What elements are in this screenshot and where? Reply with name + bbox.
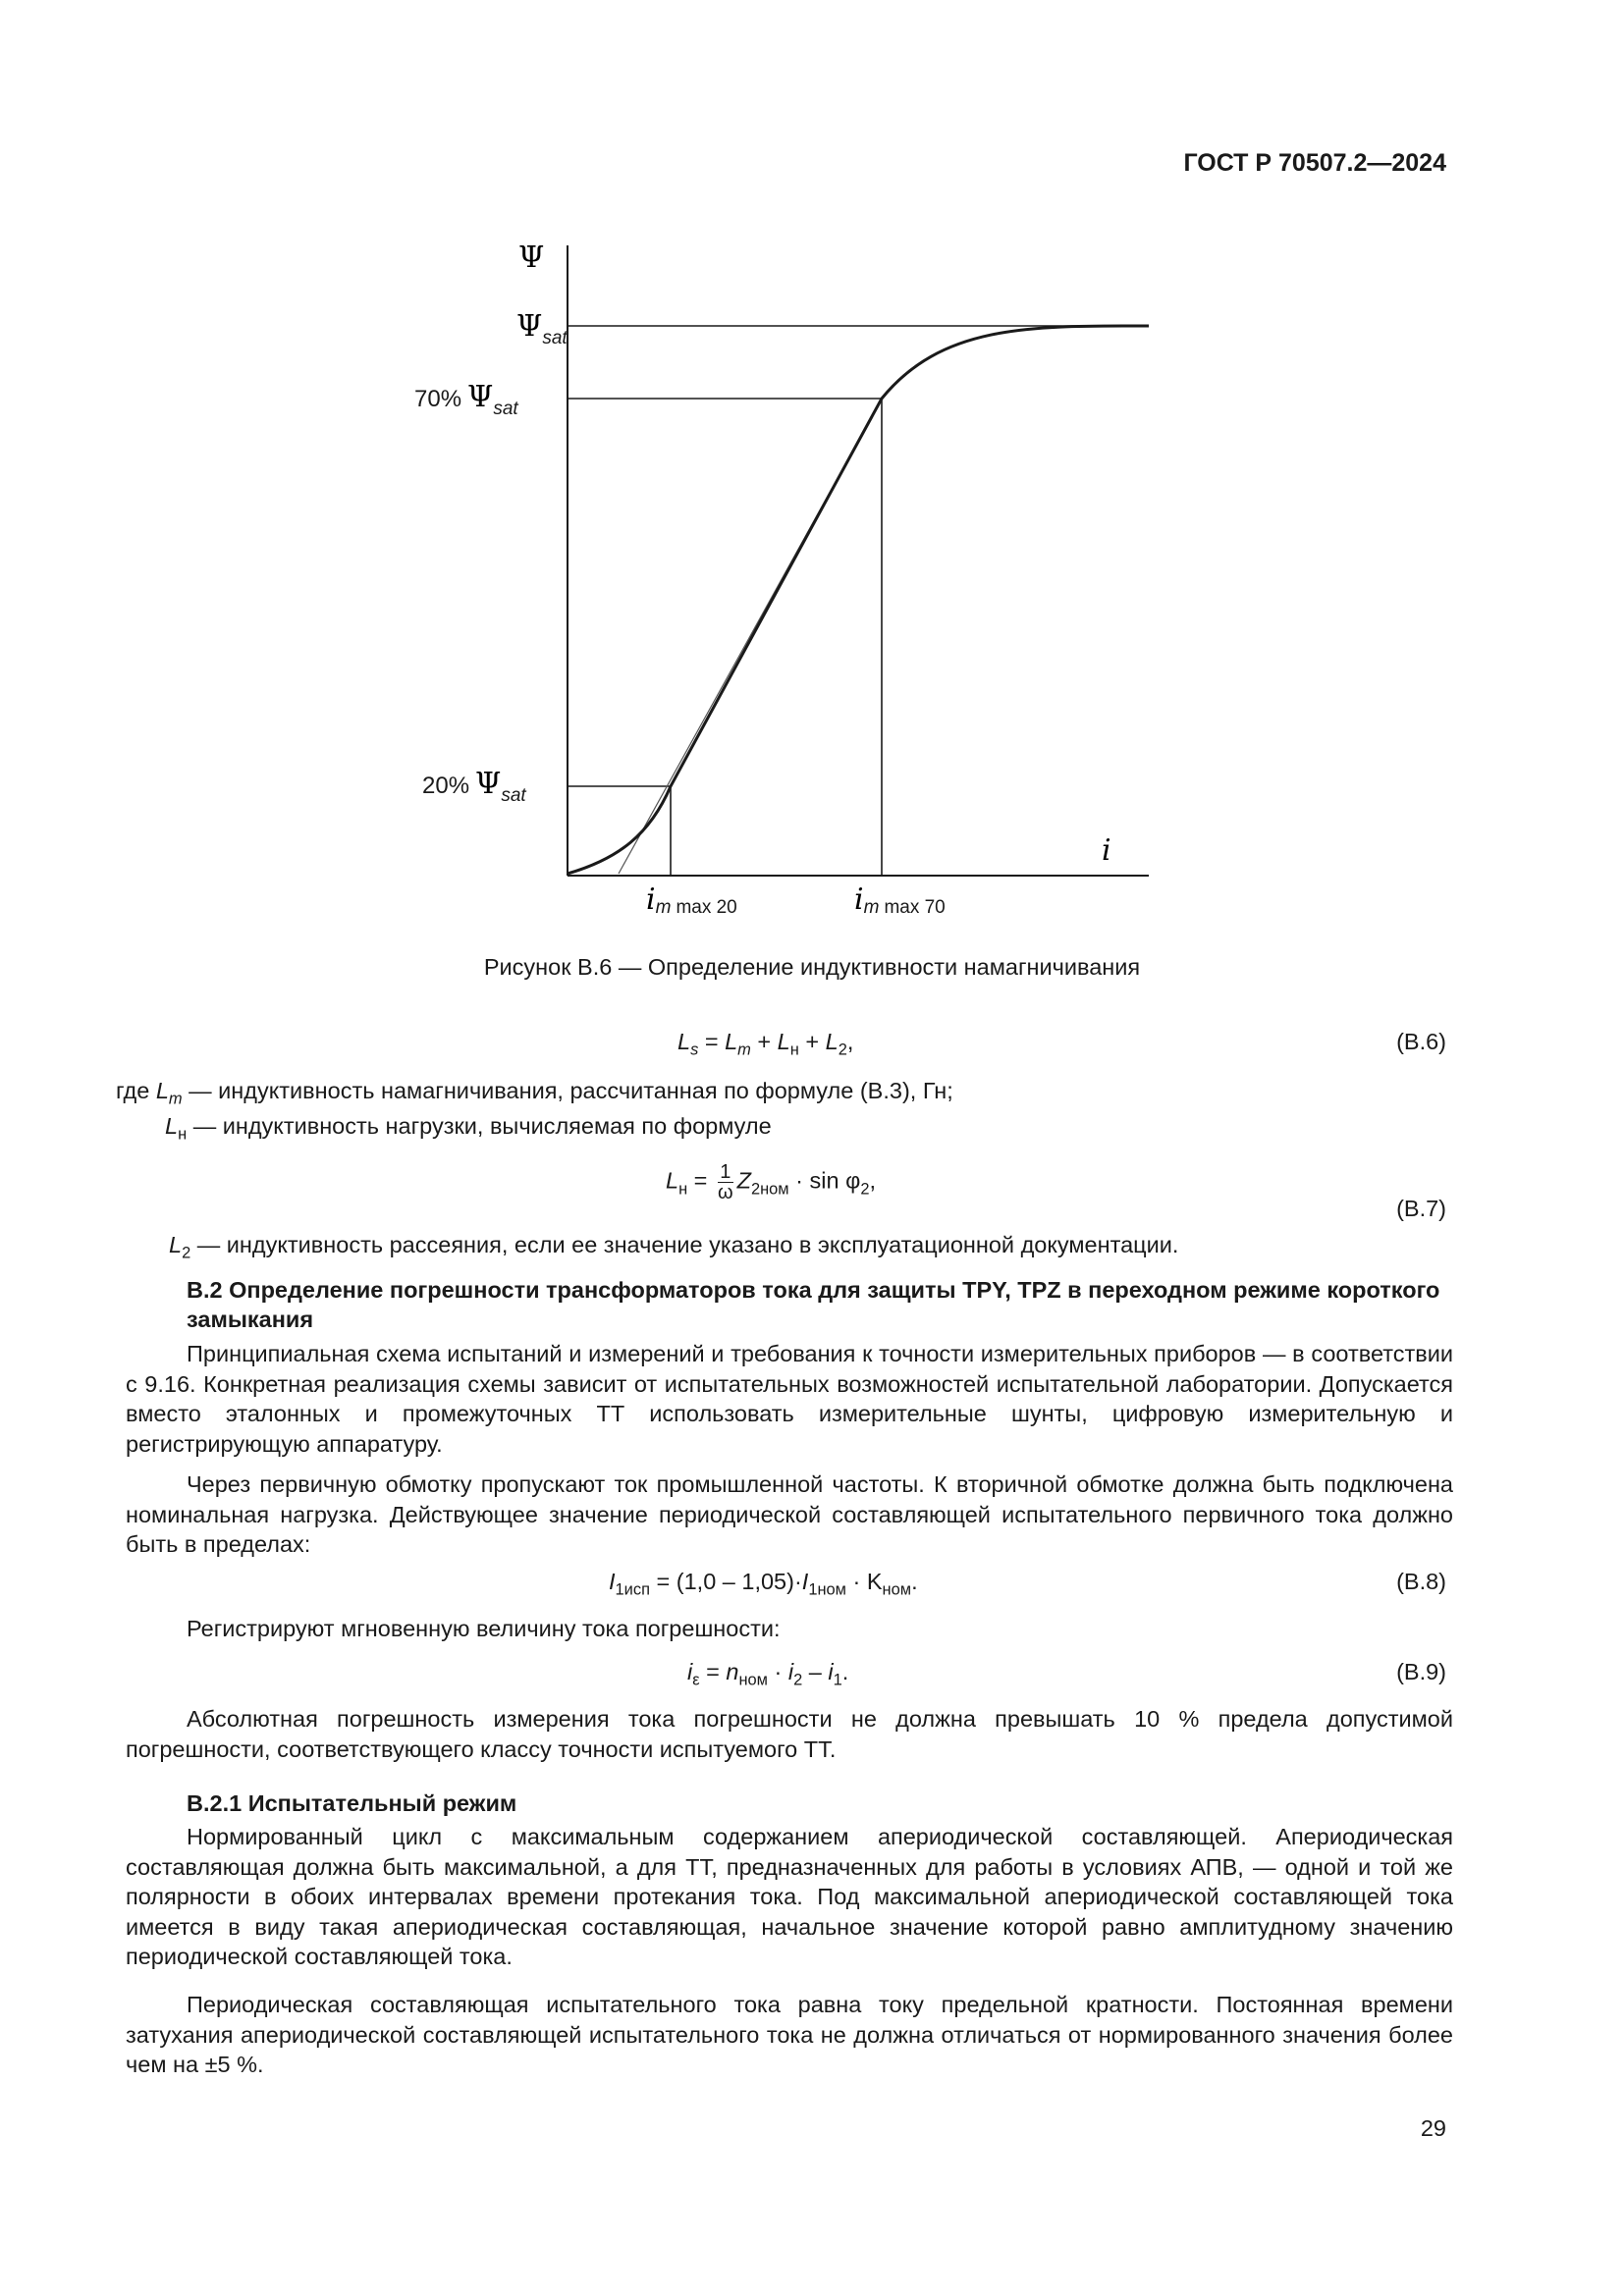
magnetization-figure: [393, 226, 1178, 933]
paragraph-3: Регистрируют мгновенную величину тока погрешности:: [187, 1616, 781, 1641]
paragraph-5: Нормированный цикл с максимальным содержанием апериодической составляющей. Апериодическая составляющая должна быть максимальной, а для ТТ, предназначенных для работы в условиях АПВ, — одной и той же полярности в обоих интервалах времени протекания тока. Под максимальной апериодической составляющей тока имеется в виду такая апериодическая составляющая, начальное значение которой равно амплитудному значению периодической составляющей тока.: [126, 1824, 1453, 1969]
paragraph-4: Абсолютная погрешность измерения тока погрешности не должна превышать 10 % предела допустимой погрешности, соответствующего классу точности испытуемого ТТ.: [126, 1706, 1453, 1762]
document-code: ГОСТ Р 70507.2—2024: [1183, 149, 1446, 177]
where-lm-text: — индуктивность намагничивания, рассчитанная по формуле (В.3), Гн;: [189, 1078, 953, 1103]
figure-caption: Рисунок В.6 — Определение индуктивности намагничивания: [483, 954, 1141, 980]
psi-70-label: 70% $\Psi_{sat}$: [414, 380, 518, 419]
psi-20-label: 20% $\Psi_{sat}$: [422, 767, 526, 806]
paragraph-1: Принципиальная схема испытаний и измерений и требования к точности измерительных приборов — в соответствии с 9.16. Конкретная реализация схемы зависит от испытательных возможностей испытательной лаборатории. Допускается вместо эталонных и промежуточных ТТ использовать измерительные шунты, цифровую измерительную и регистрирующую аппаратуру.: [126, 1341, 1453, 1457]
section-b2-heading: В.2 Определение погрешности трансформаторов тока для защиты TPY, TPZ в переходном режиме короткого замыкания: [187, 1277, 1440, 1332]
formula-b6: $L_s = L_m + L_н + L_2$,: [677, 1029, 854, 1059]
formula-b8-number: (В.8): [1396, 1569, 1446, 1594]
formula-b9-number: (В.9): [1396, 1659, 1446, 1684]
formula-b8: $I_{1исп} = (1,0 - 1,05)\cdot I_{1ном} \cdot K_{ном}$.: [609, 1569, 918, 1599]
where-l2-text: — индуктивность рассеяния, если ее значение указано в эксплуатационной документации.: [196, 1232, 1179, 1257]
i-max20-label: im max 20: [646, 882, 737, 918]
section-b21-heading: В.2.1 Испытательный режим: [187, 1790, 517, 1816]
formula-b7-number: (В.7): [1396, 1196, 1446, 1221]
page-number: 29: [1420, 2115, 1446, 2141]
formula-b6-number: (В.6): [1396, 1029, 1446, 1054]
paragraph-6: Периодическая составляющая испытательного тока равна току предельной кратности. Постоянная времени затухания апериодической составляющей испытательного тока не должна отличаться от нормированного значения более чем на ±5 %.: [126, 1992, 1453, 2077]
formula-b9: $i_\varepsilon = n_{ном} \cdot i_2 - i_1$.: [687, 1659, 849, 1689]
paragraph-2: Через первичную обмотку пропускают ток промышленной частоты. К вторичной обмотке должна быть подключена номинальная нагрузка. Действующее значение периодической составляющей испытательного первичного тока должно быть в пределах:: [126, 1471, 1453, 1557]
i-max70-label: im max 70: [854, 882, 946, 918]
psi-sat-label: $\Psi_{sat}$: [516, 309, 568, 348]
where-l2: $L_2$ — индуктивность рассеяния, если ее значение указано в эксплуатационной документации.: [169, 1232, 1179, 1262]
where-ln-text: — индуктивность нагрузки, вычисляемая по формуле: [192, 1113, 772, 1139]
i-axis-label: i: [1102, 833, 1111, 868]
formula-b7: $L_н$ = $\frac{1}{\omega}$ $Z_{2ном} \cdot \sin \varphi_2$,: [666, 1161, 876, 1203]
psi-axis-label: Ψ: [518, 240, 545, 275]
magnetization-curve: [568, 326, 1149, 874]
where-lm: где $L_m$ — индуктивность намагничивания, рассчитанная по формуле (В.3), Гн;: [116, 1078, 953, 1108]
where-ln: $L_н$ — индуктивность нагрузки, вычисляемая по формуле: [165, 1113, 772, 1144]
